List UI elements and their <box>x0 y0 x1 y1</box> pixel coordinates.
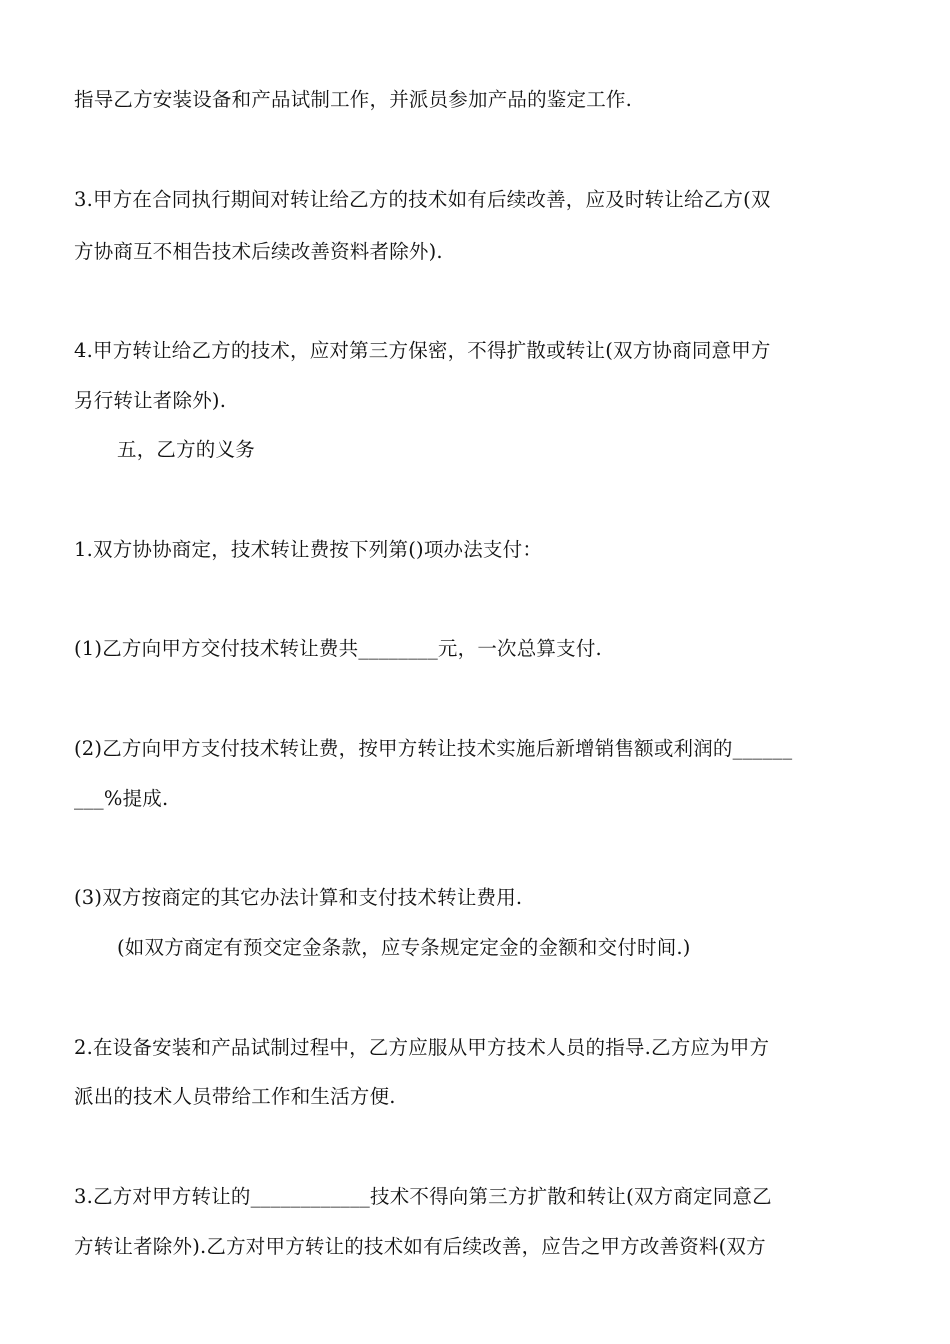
section-heading: 五，乙方的义务 <box>117 438 255 461</box>
paragraph-line: 2.在设备安装和产品试制过程中，乙方应服从甲方技术人员的指导.乙方应为甲方 <box>74 1036 770 1059</box>
paragraph-line: 3.甲方在合同执行期间对转让给乙方的技术如有后续改善，应及时转让给乙方(双 <box>74 188 771 211</box>
paragraph-line: (2)乙方向甲方支付技术转让费，按甲方转让技术实施后新增销售额或利润的______ <box>74 737 793 760</box>
paragraph-line: 派出的技术人员带给工作和生活方便. <box>74 1085 396 1108</box>
paragraph-line: (3)双方按商定的其它办法计算和支付技术转让费用. <box>74 886 523 909</box>
paragraph-line: 方转让者除外).乙方对甲方转让的技术如有后续改善，应告之甲方改善资料(双方 <box>74 1235 766 1258</box>
paragraph-line: 方协商互不相告技术后续改善资料者除外). <box>74 240 443 263</box>
paragraph-line: 指导乙方安装设备和产品试制工作，并派员参加产品的鉴定工作. <box>74 88 632 111</box>
paragraph-note: (如双方商定有预交定金条款，应专条规定定金的金额和交付时间.) <box>117 936 691 959</box>
paragraph-line: 3.乙方对甲方转让的____________技术不得向第三方扩散和转让(双方商定同意乙 <box>74 1185 772 1208</box>
paragraph-line: 4.甲方转让给乙方的技术，应对第三方保密，不得扩散或转让(双方协商同意甲方 <box>74 339 771 362</box>
paragraph-line: ___%提成. <box>74 787 169 810</box>
paragraph-line: 1.双方协协商定，技术转让费按下列第()项办法支付： <box>74 538 543 561</box>
paragraph-line: (1)乙方向甲方交付技术转让费共________元，一次总算支付. <box>74 637 602 660</box>
paragraph-line: 另行转让者除外). <box>74 389 227 412</box>
